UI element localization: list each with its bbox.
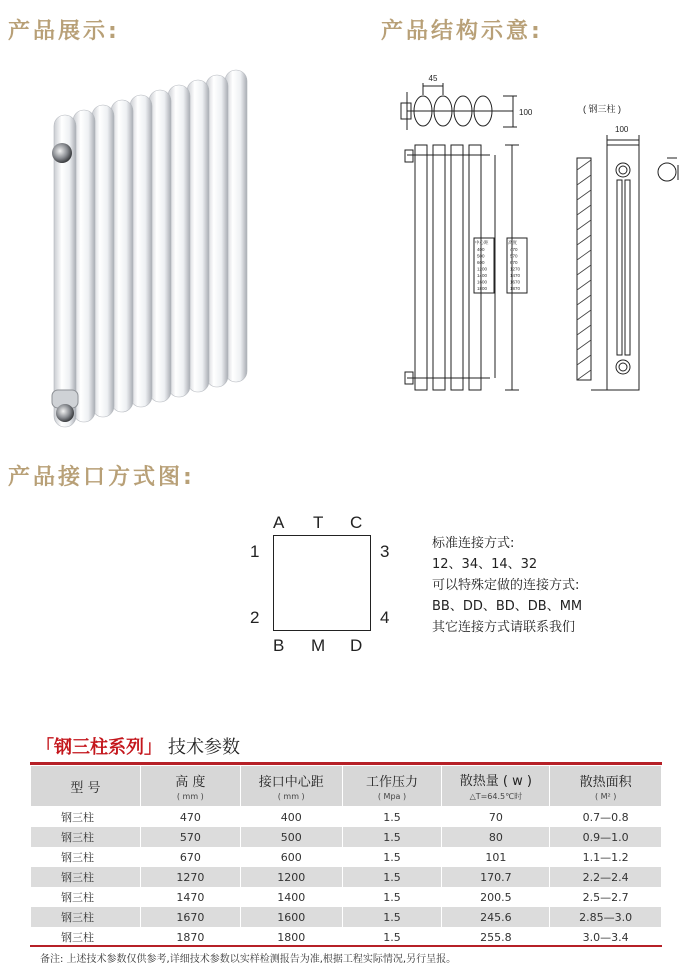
table-cell: 钢三柱: [31, 827, 141, 847]
header-heat-area: 散热面积 ( M² ): [550, 766, 662, 807]
center-dist-header: 中心距: [475, 240, 489, 245]
table-cell: 1.5: [342, 807, 442, 828]
table-cell: 1670: [140, 907, 240, 927]
product-structure-heading: 产品结构示意:: [381, 19, 543, 44]
table-cell: 600: [240, 847, 342, 867]
table-cell: 钢三柱: [31, 807, 141, 828]
table-cell: 1800: [240, 927, 342, 947]
cd-vals-value: 1200: [477, 266, 488, 272]
conn-label-4: 4: [380, 608, 390, 627]
table-cell: 钢三柱: [31, 927, 141, 947]
table-cell: 1.5: [342, 827, 442, 847]
front-view: [405, 145, 519, 390]
h-vals-value: 570: [510, 253, 518, 259]
product-interface-heading: 产品接口方式图:: [8, 465, 195, 490]
table-cell: 钢三柱: [31, 847, 141, 867]
table-row: [31, 887, 662, 907]
table-cell: 500: [240, 827, 342, 847]
table-cell: 1.5: [342, 847, 442, 867]
table-cell: 200.5: [442, 887, 550, 907]
conn-label-t: T: [313, 513, 324, 532]
table-cell: 1.5: [342, 927, 442, 947]
table-cell: 1400: [240, 887, 342, 907]
table-cell: 1.5: [342, 867, 442, 887]
table-cell: 0.7—0.8: [550, 807, 662, 828]
cd-vals-value: 1600: [477, 279, 488, 285]
conn-label-1: 1: [250, 542, 260, 561]
spec-title: [36, 733, 240, 759]
table-row: [31, 907, 662, 927]
conn-label-2: 2: [250, 608, 260, 627]
table-cell: 1600: [240, 907, 342, 927]
spec-table-bottom-rule: [30, 945, 662, 947]
table-cell: 470: [140, 807, 240, 828]
header-center-distance: 接口中心距 ( mm ): [240, 766, 342, 807]
spec-header-row: [31, 766, 662, 807]
table-cell: 1.5: [342, 907, 442, 927]
interface-square: [273, 535, 371, 631]
side-hatch: [577, 160, 591, 380]
table-cell: 1270: [140, 867, 240, 887]
h-vals-value: 1870: [510, 286, 521, 291]
table-cell: 1.5: [342, 887, 442, 907]
dim-45-label: 45: [428, 74, 438, 83]
h-vals-value: 670: [510, 260, 518, 265]
valve-cap-bottom-icon: [56, 404, 74, 422]
table-cell: 2.5—2.7: [550, 887, 662, 907]
conn-custom-title: 可以特殊定做的连接方式:: [432, 578, 580, 593]
conn-label-c: C: [350, 513, 363, 532]
cd-vals-value: 500: [477, 253, 485, 259]
spec-title-series: 「钢三柱系列」: [36, 737, 162, 758]
side-view: [577, 135, 678, 390]
table-cell: 3.0—3.4: [550, 927, 662, 947]
header-model: 型 号: [31, 766, 141, 807]
conn-label-a: A: [273, 513, 285, 532]
table-cell: 400: [240, 807, 342, 828]
h-vals-value: 1670: [510, 279, 521, 285]
table-cell: 1870: [140, 927, 240, 947]
dim-100-top-label: 100: [519, 108, 533, 117]
dim-100-side-label: 100: [615, 125, 629, 134]
height-header: 高度: [508, 240, 517, 245]
table-cell: 255.8: [442, 927, 550, 947]
conn-label-m: M: [311, 636, 326, 655]
table-row: [31, 807, 662, 828]
spec-table: [30, 765, 662, 947]
table-cell: 0.9—1.0: [550, 827, 662, 847]
footnote: 备注: 上述技术参数仅供参考,详细技术参数以实样检测报告为准,根据工程实际情况,另行呈报。: [40, 954, 457, 965]
table-cell: 1200: [240, 867, 342, 887]
radiator-column: [92, 105, 114, 417]
structure-diagram: [395, 70, 700, 415]
radiator-column: [73, 110, 95, 422]
table-cell: 70: [442, 807, 550, 828]
table-cell: 2.85—3.0: [550, 907, 662, 927]
table-row: [31, 927, 662, 947]
table-cell: 1470: [140, 887, 240, 907]
table-cell: 钢三柱: [31, 887, 141, 907]
table-row: [31, 847, 662, 867]
conn-contact-note: 其它连接方式请联系我们: [432, 620, 576, 635]
table-cell: 170.7: [442, 867, 550, 887]
cd-vals-value: 1800: [477, 286, 488, 291]
valve-cap-top-icon: [52, 143, 72, 163]
conn-standard-values: 12、34、14、32: [432, 557, 538, 572]
h-vals-value: 1470: [510, 273, 521, 278]
conn-standard-title: 标准连接方式:: [432, 536, 515, 551]
header-pressure: 工作压力 ( Mpa ): [342, 766, 442, 807]
series-label: ( 钢三柱 ): [583, 104, 621, 114]
radiator-product-image: [40, 55, 280, 445]
table-row: [31, 867, 662, 887]
table-cell: 245.6: [442, 907, 550, 927]
conn-label-d: D: [350, 636, 363, 655]
conn-label-3: 3: [380, 542, 390, 561]
cd-vals-value: 400: [477, 247, 485, 252]
h-vals-value: 470: [510, 247, 518, 252]
table-cell: 670: [140, 847, 240, 867]
table-row: [31, 827, 662, 847]
product-display-heading: 产品展示:: [8, 19, 120, 44]
table-cell: 1.1—1.2: [550, 847, 662, 867]
conn-label-b: B: [273, 636, 285, 655]
cd-vals-value: 600: [477, 260, 485, 265]
header-heat-output: 散热量 ( w ) △T=64.5℃时: [442, 766, 550, 807]
table-cell: 80: [442, 827, 550, 847]
radiator-column: [149, 90, 171, 402]
top-view: [401, 83, 517, 130]
table-cell: 钢三柱: [31, 907, 141, 927]
table-cell: 钢三柱: [31, 867, 141, 887]
h-vals-value: 1270: [510, 266, 521, 272]
radiator-column: [130, 95, 152, 407]
table-cell: 2.2—2.4: [550, 867, 662, 887]
table-cell: 101: [442, 847, 550, 867]
header-height: 高 度 ( mm ): [140, 766, 240, 807]
table-cell: 570: [140, 827, 240, 847]
conn-custom-values: BB、DD、BD、DB、MM: [432, 599, 583, 614]
spec-title-params: 技术参数: [168, 737, 240, 758]
cd-vals-value: 1400: [477, 273, 488, 278]
